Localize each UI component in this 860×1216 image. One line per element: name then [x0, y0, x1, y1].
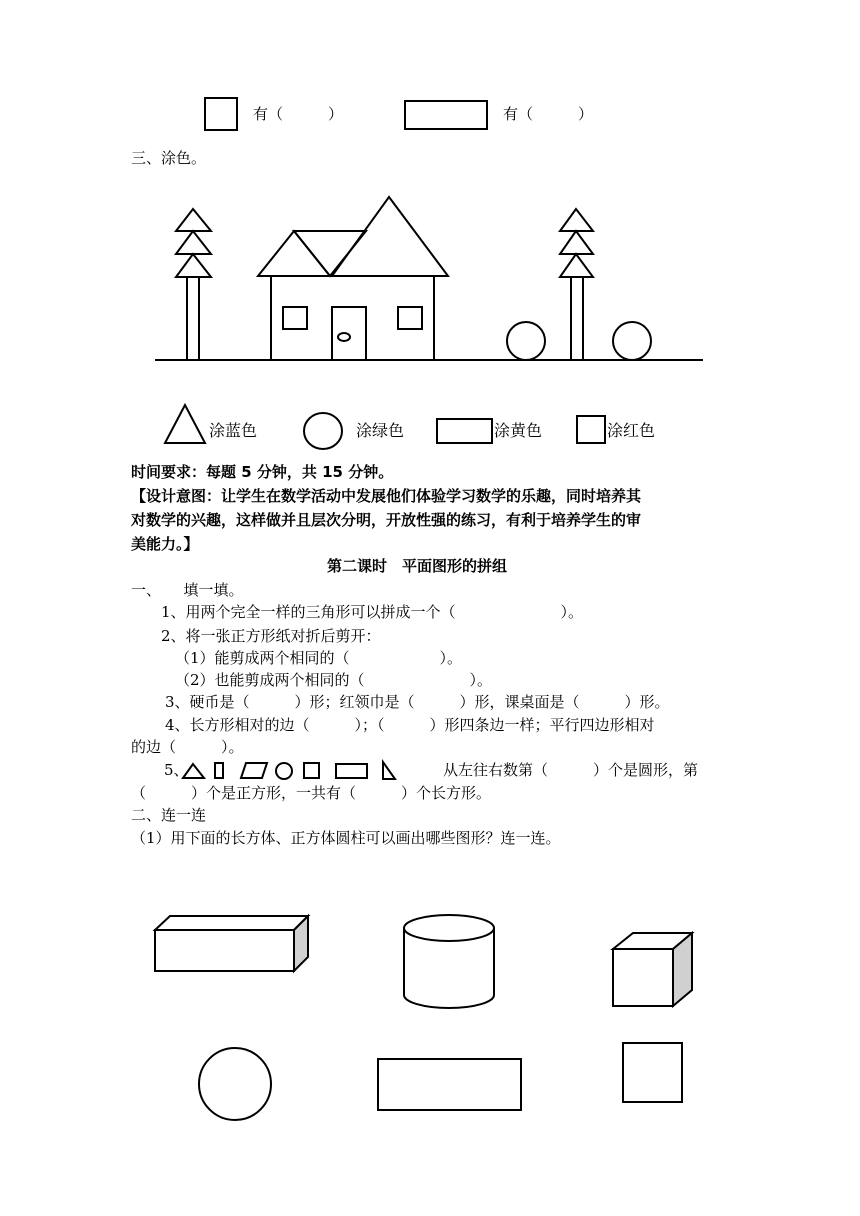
legend-circle-label: 涂绿色	[356, 421, 405, 440]
ball-2	[613, 322, 651, 360]
house	[258, 197, 448, 360]
match-square	[623, 1043, 682, 1102]
question-2: 2、将一张正方形纸对折后剪开：	[161, 627, 381, 645]
match-rectangle	[378, 1059, 521, 1110]
ball-1	[507, 322, 545, 360]
question-5-number: 5、	[164, 761, 189, 779]
legend-square-icon	[577, 416, 605, 443]
part2-title: 二、连一连	[131, 806, 207, 824]
question-2-1: （1）能剪成两个相同的（ ）。	[175, 649, 463, 667]
count-square-label: 有（ ）	[253, 105, 344, 123]
question-5-line-2: （ ）个是正方形，一共有（ ）个长方形。	[131, 784, 492, 802]
legend-circle-icon	[304, 413, 342, 449]
cylinder-solid	[404, 915, 494, 1008]
question-4-line-1: 4、长方形相对的边（ ）；（ ）形四条边一样；平行四边形相对	[165, 716, 655, 734]
right-tree	[560, 209, 593, 360]
question-3: 3、硬币是（ ）形；红领巾是（ ）形，课桌面是（ ）形。	[165, 693, 670, 711]
question-5-line-1: 从左往右数第（ ）个是圆形，第	[443, 761, 699, 779]
count-rectangle-shape	[405, 101, 487, 129]
part2-instruction: （1）用下面的长方体、正方体圆柱可以画出哪些图形？连一连。	[131, 829, 561, 847]
count-square-shape	[205, 98, 237, 130]
design-intent-line-1: 【设计意图：让学生在数学活动中发展他们体验学习数学的乐趣，同时培养其	[131, 487, 642, 505]
legend-rectangle-label: 涂黄色	[494, 421, 543, 440]
question-1: 1、用两个完全一样的三角形可以拼成一个（ ）。	[161, 603, 584, 621]
coloring-scene	[155, 197, 703, 360]
legend-rectangle-icon	[437, 419, 492, 443]
count-rect-label: 有（ ）	[503, 105, 594, 123]
cuboid-solid	[155, 916, 308, 971]
lesson-title: 第二课时 平面图形的拼组	[327, 557, 508, 575]
legend-square-label: 涂红色	[607, 421, 656, 440]
design-intent-line-3: 美能力。】	[131, 535, 199, 553]
q5-shapes	[183, 762, 395, 779]
part1-title: 一、 填一填。	[131, 581, 244, 599]
match-circle	[199, 1048, 271, 1120]
question-2-2: （2）也能剪成两个相同的（ ）。	[175, 671, 493, 689]
design-intent-line-2: 对数学的兴趣，这样做并且层次分明，开放性强的练习，有利于培养学生的审	[131, 511, 642, 529]
section3-title: 三、涂色。	[131, 149, 207, 167]
left-tree	[176, 209, 211, 360]
legend-triangle-label: 涂蓝色	[209, 421, 258, 440]
legend-triangle-icon	[165, 405, 205, 443]
time-requirement: 时间要求：每题 5 分钟，共 15 分钟。	[131, 463, 394, 481]
cube-solid	[613, 933, 692, 1006]
question-4-line-2: 的边（ ）。	[131, 738, 244, 756]
